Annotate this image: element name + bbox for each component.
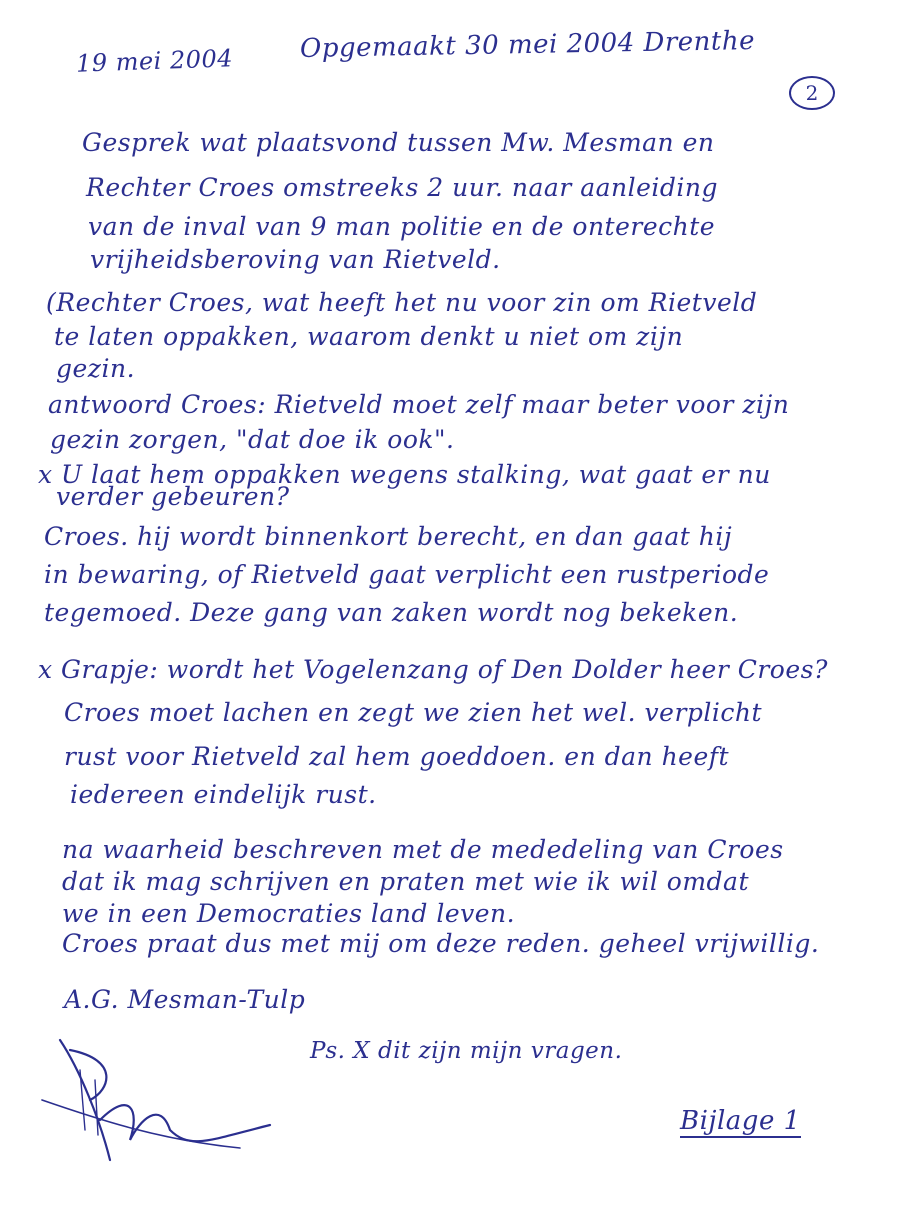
ps-note: Ps. X dit zijn mijn vragen.	[310, 1038, 623, 1064]
body-line-12: Croes. hij wordt binnenkort berecht, en dan gaat hij	[44, 522, 733, 551]
body-line-9: gezin zorgen, "dat doe ik ook".	[50, 425, 455, 454]
body-line-1: Gesprek wat plaatsvond tussen Mw. Mesman en	[82, 128, 715, 157]
body-line-17: rust voor Rietveld zal hem goeddoen. en dan heeft	[64, 742, 730, 771]
body-line-16: Croes moet lachen en zegt we zien het wel. verplicht	[64, 698, 763, 727]
body-line-2: Rechter Croes omstreeks 2 uur. naar aanleiding	[86, 173, 719, 202]
body-line-8: antwoord Croes: Rietveld moet zelf maar beter voor zijn	[48, 390, 790, 419]
attachment-label: Bijlage 1	[680, 1106, 801, 1136]
body-line-10: x U laat hem oppakken wegens stalking, wat gaat er nu	[38, 460, 771, 489]
body-line-6: te laten oppakken, waarom denkt u niet om zijn	[54, 322, 684, 351]
handwritten-signature	[40, 1030, 280, 1170]
made-up-line: Opgemaakt 30 mei 2004 Drenthe	[299, 26, 756, 64]
page-number-circle	[789, 76, 835, 110]
body-line-4: vrijheidsberoving van Rietveld.	[90, 245, 501, 274]
body-line-7: gezin.	[56, 354, 136, 383]
body-line-18: iedereen eindelijk rust.	[70, 780, 377, 809]
body-line-5: (Rechter Croes, wat heeft het nu voor zin om Rietveld	[46, 288, 758, 317]
body-line-22: Croes praat dus met mij om deze reden. geheel vrijwillig.	[62, 929, 820, 958]
body-line-13: in bewaring, of Rietveld gaat verplicht een rustperiode	[44, 560, 770, 589]
body-line-11: verder gebeuren?	[56, 482, 290, 511]
body-line-14: tegemoed. Deze gang van zaken wordt nog bekeken.	[44, 598, 739, 627]
body-line-15: x Grapje: wordt het Vogelenzang of Den Dolder heer Croes?	[38, 655, 828, 684]
page-number: 2	[805, 81, 819, 105]
body-line-21: we in een Democraties land leven.	[62, 899, 516, 928]
signatory-name: A.G. Mesman-Tulp	[64, 985, 306, 1014]
letter-date: 19 mei 2004	[75, 44, 234, 78]
body-line-3: van de inval van 9 man politie en de onterechte	[88, 212, 716, 241]
body-line-20: dat ik mag schrijven en praten met wie ik wil omdat	[62, 867, 750, 896]
body-line-19: na waarheid beschreven met de mededeling van Croes	[62, 835, 784, 864]
